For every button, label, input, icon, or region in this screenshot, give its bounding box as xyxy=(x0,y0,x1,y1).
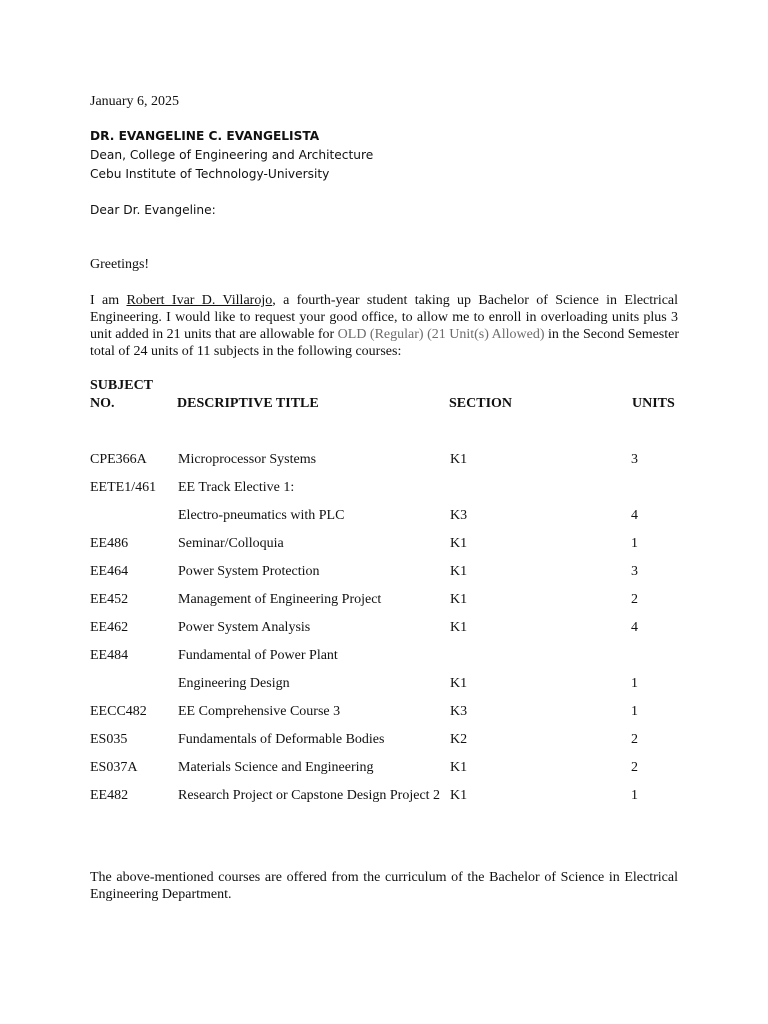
course-code: EE452 xyxy=(90,592,129,607)
body-line-1 xyxy=(90,292,678,309)
course-code: EE462 xyxy=(90,620,129,635)
course-code: ES035 xyxy=(90,732,128,747)
course-title: Microprocessor Systems xyxy=(178,452,317,467)
course-title: Fundamentals of Deformable Bodies xyxy=(178,732,385,747)
greeting: Greetings! xyxy=(90,257,150,272)
course-title: EE Track Elective 1: xyxy=(178,480,295,495)
course-code: EE464 xyxy=(90,564,129,579)
course-title: Materials Science and Engineering xyxy=(178,760,374,775)
course-units: 4 xyxy=(631,620,638,635)
header-section: SECTION xyxy=(449,396,513,411)
closing-line-1: The above-mentioned courses are offered from the curriculum of the Bachelor of Science in Electrical xyxy=(90,870,678,885)
course-code: EETE1/461 xyxy=(90,480,157,495)
course-code: ES037A xyxy=(90,760,138,775)
course-units: 1 xyxy=(631,536,638,551)
course-title: Power System Analysis xyxy=(178,620,311,635)
body-text: unit added in 21 units that are allowable for xyxy=(90,327,338,342)
course-title: Management of Engineering Project xyxy=(178,592,382,607)
course-units: 2 xyxy=(631,732,638,747)
course-units: 4 xyxy=(631,508,638,523)
salutation: Dear Dr. Evangeline: xyxy=(90,203,216,217)
allowance-note: OLD (Regular) (21 Unit(s) Allowed) xyxy=(337,327,545,342)
course-title: Fundamental of Power Plant xyxy=(178,648,338,663)
course-code: EECC482 xyxy=(90,704,147,719)
course-section: K1 xyxy=(450,620,468,635)
recipient-institution: Cebu Institute of Technology-University xyxy=(90,167,330,181)
closing-line-2: Engineering Department. xyxy=(90,887,232,902)
course-section: K1 xyxy=(450,536,468,551)
course-section: K3 xyxy=(450,704,468,719)
course-section: K1 xyxy=(450,788,468,803)
course-section: K2 xyxy=(450,732,468,747)
body-text: in the Second Semester xyxy=(544,327,680,342)
body-text: I am xyxy=(90,293,127,308)
course-units: 1 xyxy=(631,676,638,691)
course-section: K1 xyxy=(450,592,468,607)
course-title: Engineering Design xyxy=(178,676,290,691)
course-section: K1 xyxy=(450,564,468,579)
course-title: Electro-pneumatics with PLC xyxy=(178,508,345,523)
student-name: Robert Ivar D. Villarojo xyxy=(126,293,273,308)
course-title: Research Project or Capstone Design Project 2 xyxy=(178,788,441,803)
body-text: , a fourth-year student taking up Bachelor of Science in Electrical xyxy=(272,293,679,308)
course-title: Seminar/Colloquia xyxy=(178,536,284,551)
recipient-position: Dean, College of Engineering and Architecture xyxy=(90,148,374,162)
course-units: 2 xyxy=(631,592,638,607)
recipient-name: DR. EVANGELINE C. EVANGELISTA xyxy=(90,129,320,143)
course-units: 3 xyxy=(631,564,638,579)
body-paragraph xyxy=(90,292,678,360)
header-descriptive-title: DESCRIPTIVE TITLE xyxy=(177,396,319,411)
course-units: 3 xyxy=(631,452,638,467)
header-subject: SUBJECT xyxy=(90,378,154,393)
body-line-2: Engineering. I would like to request your good office, to allow me to enroll in overloading units plus 3 xyxy=(90,310,678,325)
course-section: K1 xyxy=(450,452,468,467)
header-units: UNITS xyxy=(632,396,675,411)
course-section: K1 xyxy=(450,676,468,691)
course-title: EE Comprehensive Course 3 xyxy=(178,704,341,719)
course-section: K1 xyxy=(450,760,468,775)
header-subject-no: NO. xyxy=(90,396,115,411)
course-code: EE484 xyxy=(90,648,129,663)
letter-date: January 6, 2025 xyxy=(90,94,180,109)
course-units: 1 xyxy=(631,704,638,719)
course-section: K3 xyxy=(450,508,468,523)
closing-paragraph xyxy=(90,869,678,903)
course-code: EE482 xyxy=(90,788,129,803)
course-code: CPE366A xyxy=(90,452,147,467)
body-line-4: total of 24 units of 11 subjects in the following courses: xyxy=(90,344,402,359)
course-title: Power System Protection xyxy=(178,564,320,579)
course-units: 2 xyxy=(631,760,638,775)
course-units: 1 xyxy=(631,788,638,803)
body-line-3 xyxy=(90,326,678,343)
course-code: EE486 xyxy=(90,536,129,551)
